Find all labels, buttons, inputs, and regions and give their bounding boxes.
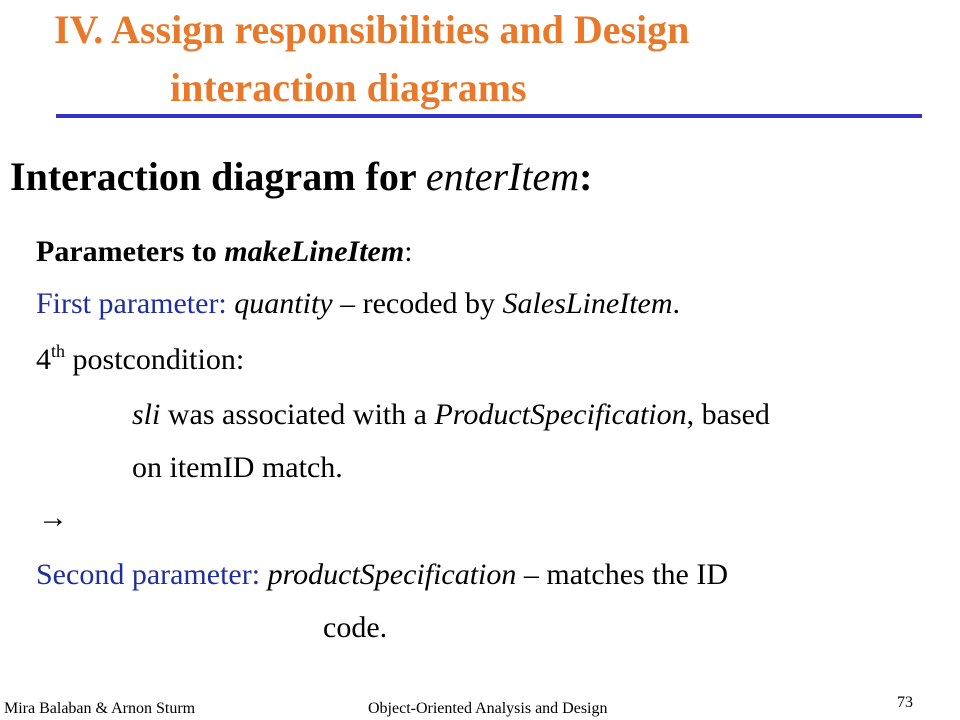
params-label: Parameters to: [36, 235, 225, 268]
postcondition-ordinal: th: [51, 341, 66, 361]
postcondition-line: [36, 342, 244, 378]
params-colon: :: [404, 235, 413, 268]
second-parameter-line: [36, 557, 728, 593]
sli-variable: sli: [132, 398, 161, 431]
heading-suffix: :: [579, 154, 593, 199]
first-parameter-text: – recoded by: [332, 287, 503, 320]
section-heading: [10, 155, 592, 199]
second-parameter-name: productSpecification: [267, 558, 517, 591]
title-line-1: IV. Assign responsibilities and Design: [54, 7, 690, 52]
association-line-2: on itemID match.: [132, 451, 343, 484]
association-class: ProductSpecification: [434, 398, 687, 431]
second-parameter-text: – matches the ID: [516, 558, 729, 591]
heading-prefix: Interaction diagram for: [10, 154, 426, 199]
heading-method: enterItem: [425, 154, 580, 199]
first-parameter-name: quantity: [234, 287, 333, 320]
postcondition-label: postcondition:: [65, 343, 245, 376]
title-line-2: interaction diagrams: [170, 65, 527, 110]
second-parameter-line-2: code.: [323, 611, 388, 644]
first-parameter-label: First parameter:: [36, 287, 227, 320]
association-end: , based: [686, 398, 770, 431]
association-line: [132, 397, 770, 433]
params-method: makeLineItem: [224, 235, 405, 268]
footer-course: Object-Oriented Analysis and Design: [368, 700, 608, 717]
footer-authors: Mira Balaban & Arnon Sturm: [4, 700, 196, 717]
association-text: was associated with a: [160, 398, 435, 431]
first-parameter-class: SalesLineItem: [502, 287, 673, 320]
title-underline: [56, 114, 922, 118]
first-parameter-end: .: [672, 287, 681, 320]
arrow-icon: →: [38, 501, 68, 534]
postcondition-number: 4: [36, 343, 51, 376]
page-number: 73: [897, 694, 913, 711]
second-parameter-label: Second parameter:: [36, 558, 261, 591]
params-line: [36, 234, 413, 270]
first-parameter-line: [36, 286, 680, 322]
